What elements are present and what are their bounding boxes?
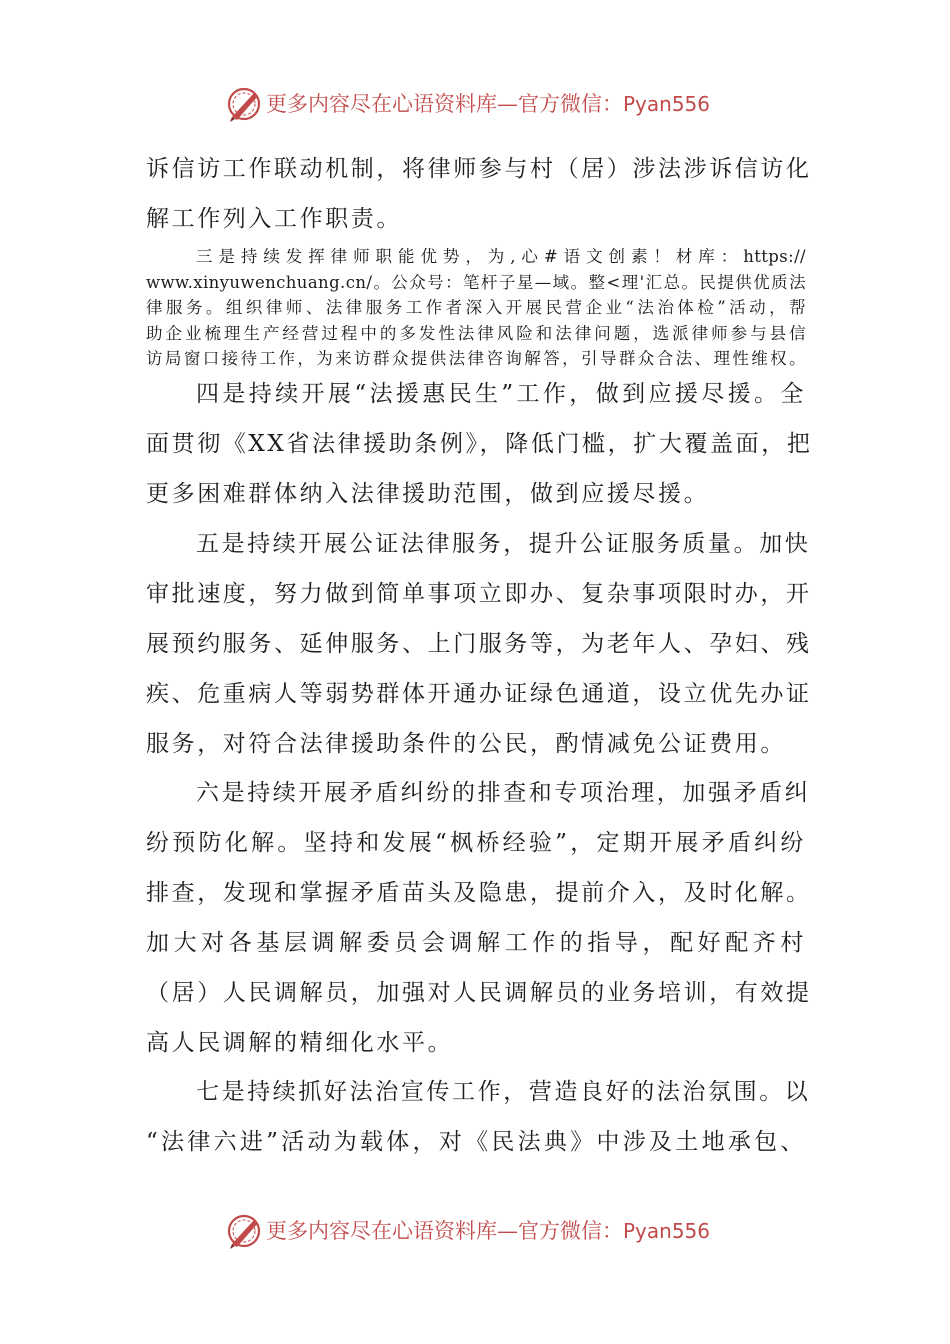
text-line: 诉信访工作联动机制，将律师参与村（居）涉法涉诉信访化 bbox=[146, 156, 812, 182]
text-line: 六是持续开展矛盾纠纷的排查和专项治理，加强矛盾纠 bbox=[196, 780, 811, 806]
pen-logo-icon bbox=[224, 84, 264, 124]
header-banner-text bbox=[266, 89, 710, 119]
text-line: 展预约服务、延伸服务、上门服务等，为老年人、孕妇、残 bbox=[146, 631, 812, 657]
text-line: 七是持续抓好法治宣传工作，营造良好的法治氛围。以 bbox=[196, 1079, 811, 1105]
text-line: 排查，发现和掌握矛盾苗头及隐患，提前介入，及时化解。 bbox=[146, 880, 812, 906]
text-line: 五是持续开展公证法律服务，提升公证服务质量。加快 bbox=[196, 531, 811, 557]
section4-paragraph bbox=[146, 369, 813, 519]
text-line: 加大对各基层调解委员会调解工作的指导，配好配齐村 bbox=[146, 930, 806, 956]
footer-banner-text bbox=[266, 1216, 710, 1246]
section6-paragraph bbox=[146, 768, 812, 1068]
text-line: 三是持续发挥律师职能优势，为,心#语文创素！材库：https:// bbox=[196, 247, 806, 266]
header-banner bbox=[0, 80, 950, 128]
section7-paragraph bbox=[146, 1067, 811, 1167]
text-line: www.xinyuwenchuang.cn/。公众号：笔杆子星—域。整<理'汇总。民提供优质法 bbox=[146, 272, 806, 292]
text-line: （居）人民调解员，加强对人民调解员的业务培训，有效提 bbox=[146, 980, 812, 1006]
text-line: “法律六进”活动为载体，对《民法典》中涉及土地承包、 bbox=[146, 1129, 806, 1155]
text-line: 更多困难群体纳入法律援助范围，做到应援尽援。 bbox=[146, 481, 710, 507]
text-line: 律服务。组织律师、法律服务工作者深入开展民营企业“法治体检”活动，帮 bbox=[146, 298, 806, 317]
text-line: 纷预防化解。坚持和发展“枫桥经验”，定期开展矛盾纠纷 bbox=[146, 830, 806, 856]
text-line: 高人民调解的精细化水平。 bbox=[146, 1030, 454, 1056]
text-line: 访局窗口接待工作，为来访群众提供法律咨询解答，引导群众合法、理性维权。 bbox=[146, 349, 806, 368]
text-line: 解工作列入工作职责。 bbox=[146, 206, 402, 232]
text-line: 审批速度，努力做到简单事项立即办、复杂事项限时办，开 bbox=[146, 581, 812, 607]
text-line: 服务，对符合法律援助条件的公民，酌情减免公证费用。 bbox=[146, 731, 786, 757]
text-line: 助企业梳理生产经营过程中的多发性法律风险和法律问题，选派律师参与县信 bbox=[146, 323, 806, 343]
section5-paragraph bbox=[146, 519, 812, 769]
header-banner-title: 更多内容尽在心语资料库—官方微信： bbox=[266, 92, 623, 116]
text-line: 四是持续开展“法援惠民生”工作，做到应援尽援。全 bbox=[196, 381, 806, 407]
text-line: 面贯彻《XX省法律援助条例》，降低门槛，扩大覆盖面，把 bbox=[146, 431, 813, 457]
pen-logo-icon bbox=[224, 1211, 264, 1251]
header-wechat-id: Pyan556 bbox=[623, 92, 711, 116]
section3-paragraph bbox=[146, 244, 806, 372]
footer-banner bbox=[0, 1207, 950, 1255]
footer-wechat-id: Pyan556 bbox=[623, 1219, 711, 1243]
text-line: 疾、危重病人等弱势群体开通办证绿色通道，设立优先办证 bbox=[146, 681, 812, 707]
footer-banner-title: 更多内容尽在心语资料库—官方微信： bbox=[266, 1219, 623, 1243]
continuation-paragraph bbox=[146, 144, 812, 244]
